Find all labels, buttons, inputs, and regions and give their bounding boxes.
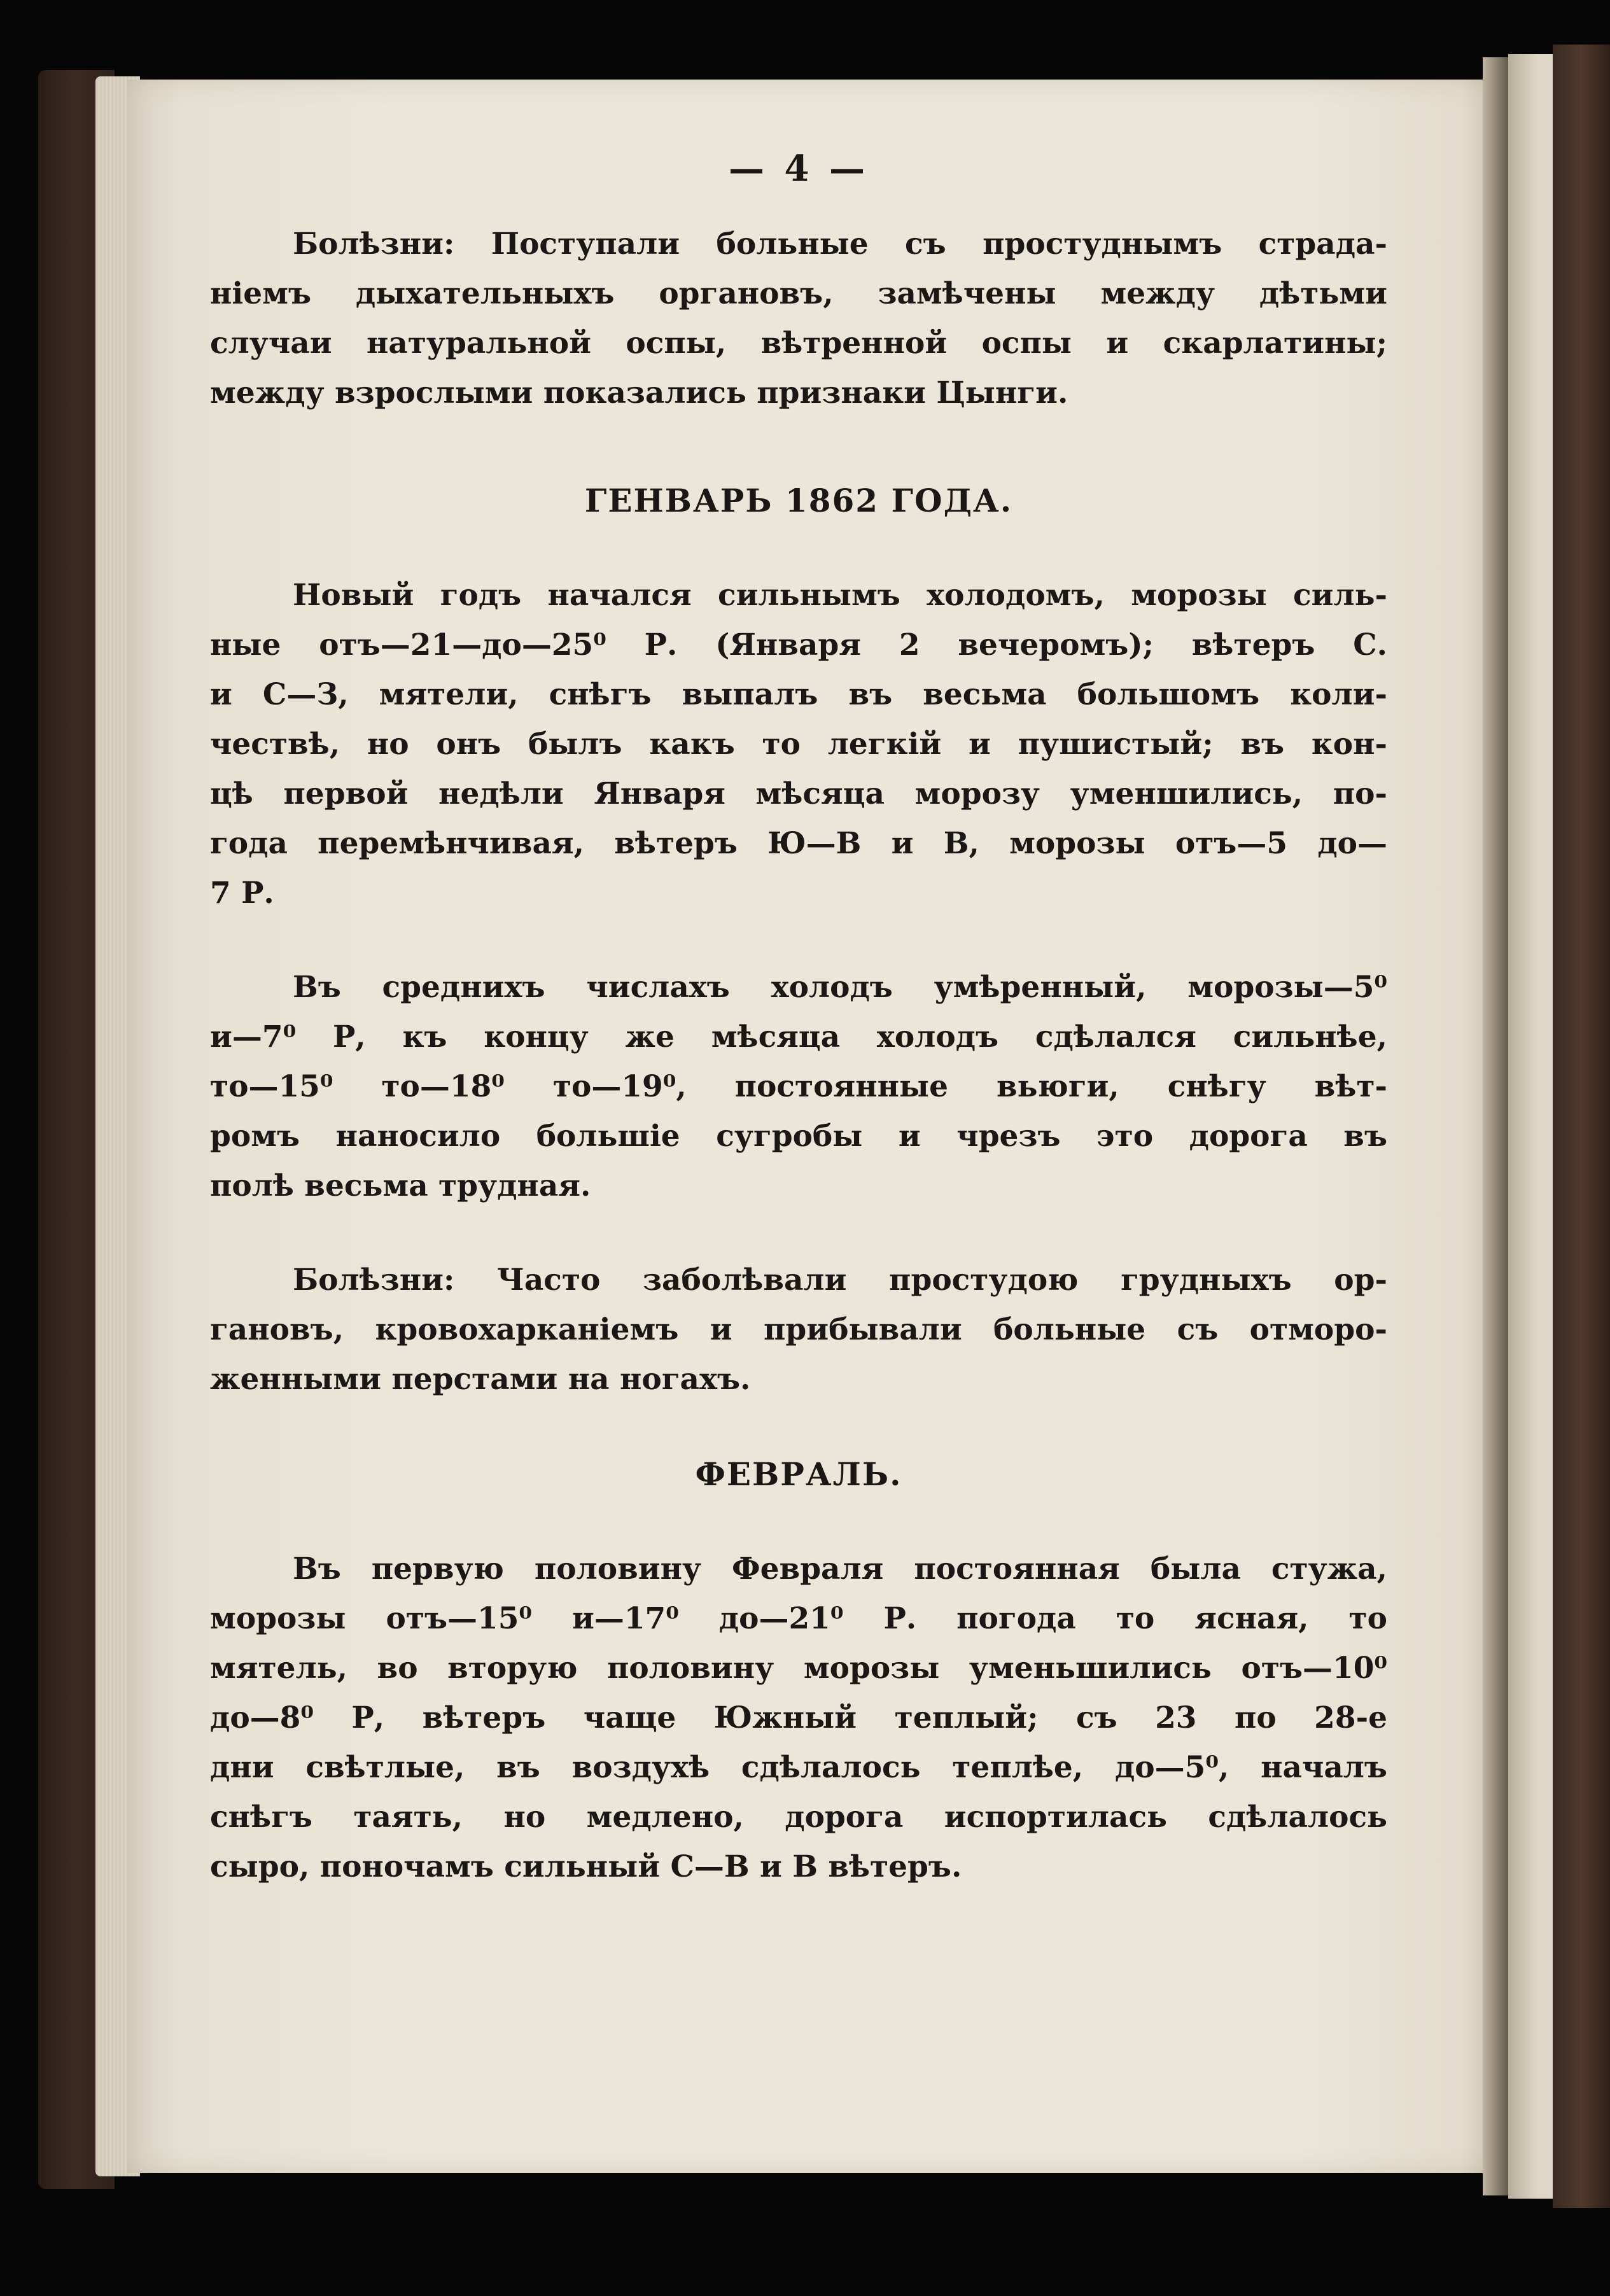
- page-number: — 4 —: [729, 148, 869, 190]
- text-line: сыро, поночамъ сильный С—В и В вѣтеръ.: [210, 1849, 962, 1884]
- text-line: полѣ весьма трудная.: [210, 1168, 591, 1203]
- book-cover-right: [1553, 45, 1610, 2208]
- text-line: цѣ первой недѣли Января мѣсяца морозу уменшились, по-: [210, 776, 1387, 811]
- text-line: года перемѣнчивая, вѣтеръ Ю—В и В, морозы отъ—5 до—: [210, 826, 1387, 861]
- section-heading-february: ФЕВРАЛЬ.: [695, 1455, 902, 1493]
- paragraph-february: [210, 1544, 1387, 1892]
- text-line: и—7⁰ Р, къ концу же мѣсяца холодъ сдѣлался сильнѣе,: [210, 1019, 1387, 1054]
- page-text: [210, 143, 1387, 1892]
- text-line: женными перстами на ногахъ.: [210, 1362, 751, 1397]
- text-line: гановъ, кровохарканіемъ и прибывали больные съ отморо-: [210, 1312, 1387, 1347]
- text-line: снѣгъ таять, но медлено, дорога испортилась сдѣлалось: [210, 1800, 1387, 1835]
- text-line: ромъ наносило большіе сугробы и чрезъ это дорога въ: [210, 1119, 1387, 1154]
- text-line: Въ первую половину Февраля постоянная была стужа,: [293, 1551, 1387, 1586]
- paragraph-january-start: [210, 571, 1387, 918]
- text-line: 7 Р.: [210, 876, 274, 911]
- text-line: до—8⁰ Р, вѣтеръ чаще Южный теплый; съ 23 по 28-е: [210, 1700, 1387, 1735]
- text-line: Новый годъ начался сильнымъ холодомъ, морозы силь-: [293, 578, 1387, 613]
- text-line: ніемъ дыхательныхъ органовъ, замѣчены между дѣтьми: [210, 276, 1387, 311]
- paragraph-january-middle: [210, 963, 1387, 1211]
- text-line: Въ среднихъ числахъ холодъ умѣренный, морозы—5⁰: [293, 970, 1387, 1005]
- text-line: чествѣ, но онъ былъ какъ то легкій и пушистый; въ кон-: [210, 727, 1387, 762]
- text-line: то—15⁰ то—18⁰ то—19⁰, постоянные вьюги, снѣгу вѣт-: [210, 1069, 1387, 1104]
- text-line: морозы отъ—15⁰ и—17⁰ до—21⁰ Р. погода то ясная, то: [210, 1601, 1387, 1636]
- text-line: дни свѣтлые, въ воздухѣ сдѣлалось теплѣе, до—5⁰, началъ: [210, 1750, 1387, 1785]
- section-heading-january: ГЕНВАРЬ 1862 ГОДА.: [584, 482, 1013, 519]
- paragraph-diseases-december: [210, 220, 1387, 418]
- text-line: ные отъ—21—до—25⁰ Р. (Января 2 вечеромъ); вѣтеръ С.: [210, 627, 1387, 662]
- text-line: между взрослыми показались признаки Цынги.: [210, 375, 1068, 410]
- text-line: и С—З, мятели, снѣгъ выпалъ въ весьма большомъ коли-: [210, 677, 1387, 712]
- text-line: мятель, во вторую половину морозы уменьшились отъ—10⁰: [210, 1651, 1387, 1686]
- text-line: Болѣзни: Поступали больные съ простуднымъ страда-: [293, 227, 1387, 262]
- text-line: Болѣзни: Часто заболѣвали простудою грудныхъ ор-: [293, 1263, 1387, 1298]
- paragraph-diseases-january: [210, 1256, 1387, 1404]
- text-line: случаи натуральной оспы, вѣтренной оспы и скарлатины;: [210, 326, 1387, 361]
